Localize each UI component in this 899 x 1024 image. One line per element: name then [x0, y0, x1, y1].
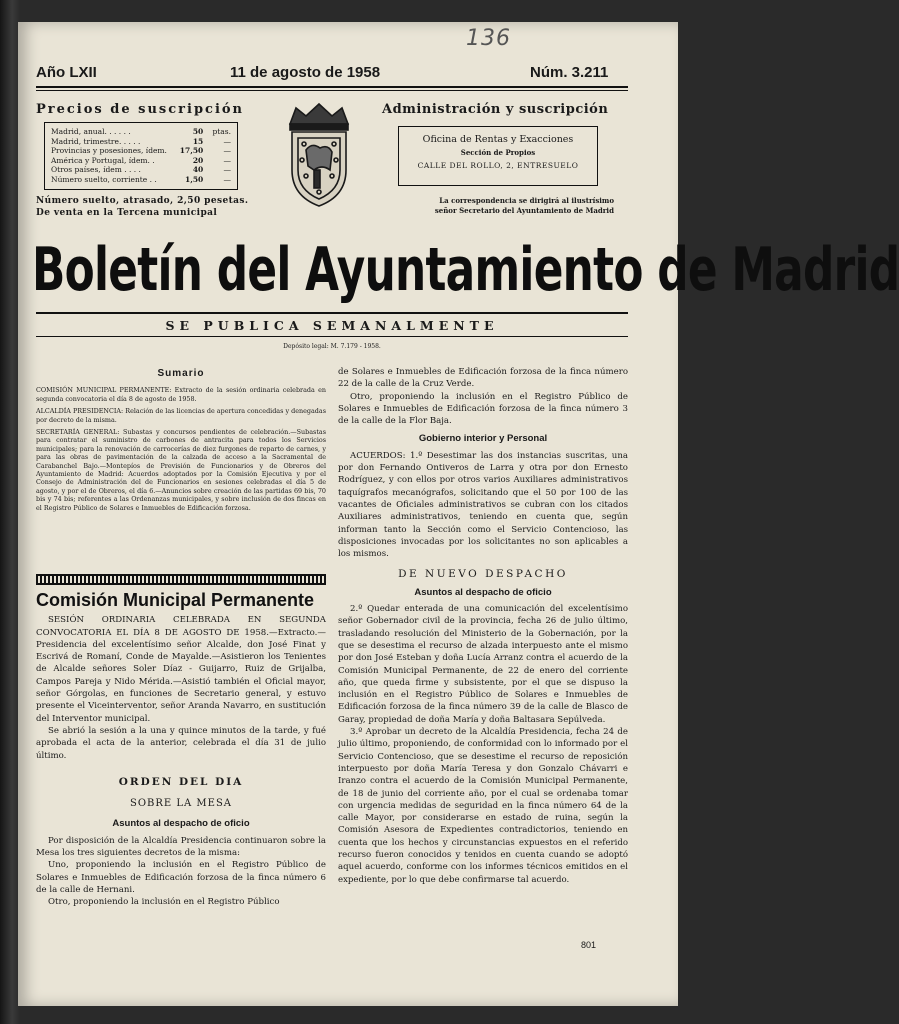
- admin-address-box: [398, 126, 598, 186]
- admin-title: Administración y suscripción: [382, 102, 609, 117]
- year-label: Año LXII: [36, 64, 97, 81]
- coat-of-arms-icon: [276, 100, 362, 212]
- subtitle-rule: [36, 336, 628, 337]
- legal-deposit: Depósito legal: M. 7.179 - 1958.: [283, 343, 381, 350]
- subsection-heading: Asuntos al despacho de oficio: [414, 586, 552, 598]
- prices-table: [44, 122, 238, 190]
- paragraph: Otro, proponiendo la inclusión en el Registro Público: [48, 897, 280, 908]
- left-column: [36, 590, 326, 909]
- handwritten-number: 136: [466, 26, 511, 51]
- prices-note: Número suelto, atrasado, 2,50 pesetas. De venta en la Tercena municipal: [36, 196, 249, 218]
- paragraph: 2.º Quedar enterada de una comunicación del excelentísimo señor Gobernador civil de la provincia, fecha 26 de julio último, trasladando resolución del Ministerio de la Gobernación, por la que se desestima el recurso de alzada interpuesto ante el mismo por don José Esteban y doña Lucía Arranz contra el acuerdo de la Comisión Municipal Permanente, de 22 de enero del corriente año, que queda firme y subsistente, por el que se dispuso la inclusión en el Registro Público de Solares e Inmuebles de Edificación forzosa de la finca número 39 de la calle de Blasco de Garay, propiedad de doña María y doña Baltasara Sepúlveda.: [338, 604, 628, 725]
- publication-frequency: SE PUBLICA SEMANALMENTE: [165, 318, 499, 333]
- masthead-title: Boletín del Ayuntamiento de Madrid: [32, 235, 899, 305]
- paragraph: Uno, proponiendo la inclusión en el Registro Público de Solares e Inmuebles de Edificación forzosa de la finca número 6 de la calle de Hernani.: [36, 860, 326, 895]
- summary-title: Sumario: [157, 368, 205, 379]
- price-row: Provincias y posesiones, ídem. 17,50 —: [51, 146, 232, 155]
- agreement-paragraph: ACUERDOS: 1.º Desestimar las dos instancias suscritas, una por don Fernando Ontiveros de Larra y otra por don Ernesto Rodríguez, y con ellos por otros varios Auxiliares administrativos taquígrafos mecanógrafos, solicitando que el 50 por 100 de las vacantes de Oficiales administrativos se cubran con los citados Auxiliares administrativos, teniendo en cuenta que, según informan tanto la Sección como el Servicio Contencioso, las disposiciones invocadas por los solicitantes no son aplicables a los mismos.: [338, 450, 628, 560]
- issue-number: Núm. 3.211: [530, 64, 609, 81]
- summary-section: [36, 368, 326, 516]
- price-row: Madrid, trimestre. . . . . 15 —: [51, 136, 232, 146]
- new-business-heading: DE NUEVO DESPACHO: [398, 568, 568, 581]
- paragraph: Otro, proponiendo la inclusión en el Registro Público de Solares e Inmuebles de Edificación forzosa de la finca número 3 de la calle de la Flor Baja.: [338, 391, 628, 427]
- section-title: Comisión Municipal Permanente: [36, 590, 315, 610]
- section-divider: [36, 574, 326, 585]
- document-page: [18, 22, 899, 1006]
- price-row: América y Portugal, ídem. . 20 —: [51, 155, 232, 165]
- summary-item: SECRETARÍA GENERAL: Subastas y concursos pendientes de celebración.—Subastas para contratar el suministro de carbones de antracita para todos los Servicios municipales; para la renovación de carrocerías de diez furgones de reparto de carnes, y para las obras de pavimentación de la calzada de acceso a la Sacramental de Carabanchel Bajo.—Montepíos de Previsión de Funcionarios y de Obreros del Ayuntamiento de Madrid: Acuerdos adoptados por la Comisión Ejecutiva y por el Consejo de Administración del de Funcionarios en sesiones celebradas el día 5 de agosto, y por el de Obreros, el día 6.—Anuncios sobre creación de las partidas 69 bis, 70 bis y 74 bis; referentes a las Ordenanzas municipales, y sobre inclusión de dos fincas en el Registro Público de Solares e Inmuebles de Edificación forzosa.: [36, 427, 326, 512]
- header-rule: [36, 86, 628, 88]
- session-opening: Se abrió la sesión a la una y quince minutos de la tarde, y fué aprobada el acta de la anterior, celebrada el día 31 de julio último.: [36, 725, 326, 761]
- subsection-heading: Asuntos al despacho de oficio: [112, 818, 250, 830]
- admin-section: Sección de Propios: [460, 148, 536, 157]
- summary-item: COMISIÓN MUNICIPAL PERMANENTE: Extracto de la sesión ordinaria celebrada en segunda convocatoria el día 8 de agosto de 1958.: [36, 386, 326, 403]
- header-rule-thin: [36, 90, 628, 91]
- admin-address: CALLE DEL ROLLO, 2, ENTRESUELO: [417, 161, 579, 170]
- admin-note: La correspondencia se dirigirá al ilustrísimo señor Secretario del Ayuntamiento de Madrid: [434, 196, 614, 215]
- subsection-heading: Gobierno interior y Personal: [418, 433, 548, 445]
- agenda-heading: ORDEN DEL DIA: [118, 775, 244, 788]
- admin-office: Oficina de Rentas y Exacciones: [422, 134, 574, 145]
- prices-title: Precios de suscripción: [36, 102, 245, 117]
- price-row: Madrid, anual. . . . . . 50 ptas.: [51, 127, 232, 136]
- right-column: [338, 366, 628, 886]
- paragraph: 3.º Aprobar un decreto de la Alcaldía Presidencia, fecha 24 de julio último, proponiendo, de conformidad con lo informado por el Servicio Contencioso, que se desestime el recurso de reposición interpuesto por doña María Teresa y don Gonzalo Chávarri e Iranzo contra el acuerdo de la Comisión Municipal Permanente, de 18 de junio del corriente año, por el cual se ordenaba tomar con urgencia medidas de seguridad en la finca número 64 de la calle Mayor, por considerarse en estado de ruina, según la Comisión Asesora de Expedientes contradictorios, teniendo en cuenta que los hechos y circunstancias expuestos en el referido recurso fueron conocidos y tenidos en cuenta cuando se adoptó aquel acuerdo, conforme con los informes técnicos emitidos en el expediente, por lo que debe confirmarse tal acuerdo.: [338, 727, 628, 885]
- paragraph: Por disposición de la Alcaldía Presidencia continuaron sobre la Mesa los tres siguientes decretos de la misma:: [36, 835, 326, 859]
- page-number: 801: [581, 940, 597, 950]
- paragraph: de Solares e Inmuebles de Edificación forzosa de la finca número 22 de la calle de la Cruz Verde.: [338, 367, 628, 390]
- book-spine: [0, 0, 20, 1024]
- masthead-rule: [36, 312, 628, 314]
- date-label: 11 de agosto de 1958: [230, 64, 381, 81]
- on-table-heading: SOBRE LA MESA: [129, 798, 233, 810]
- price-row: Número suelto, corriente . . 1,50 —: [51, 174, 232, 184]
- price-row: Otros países, ídem . . . . 40 —: [51, 165, 232, 174]
- session-intro: SESIÓN ORDINARIA CELEBRADA EN SEGUNDA CONVOCATORIA EL DÍA 8 DE AGOSTO DE 1958.—Extracto.—Presidencia del excelentísimo señor Alcalde, don José Finat y Escrivá de Romaní, Conde de Mayalde.—Asistieron los Tenientes de Alcalde señores Soler Díaz - Guijarro, Ruiz de Grijalba, Campos Pareja y Nido Mérida.—Asistió también el Oficial mayor, señor Górgolas, en funciones de Secretario general, y estuvo presente el Viceinterventor, señor Aranda Navarro, en sustitución del Interventor municipal.: [36, 615, 326, 724]
- summary-item: ALCALDÍA PRESIDENCIA: Relación de las licencias de apertura concedidas y denegadas por decreto de la misma.: [36, 407, 326, 424]
